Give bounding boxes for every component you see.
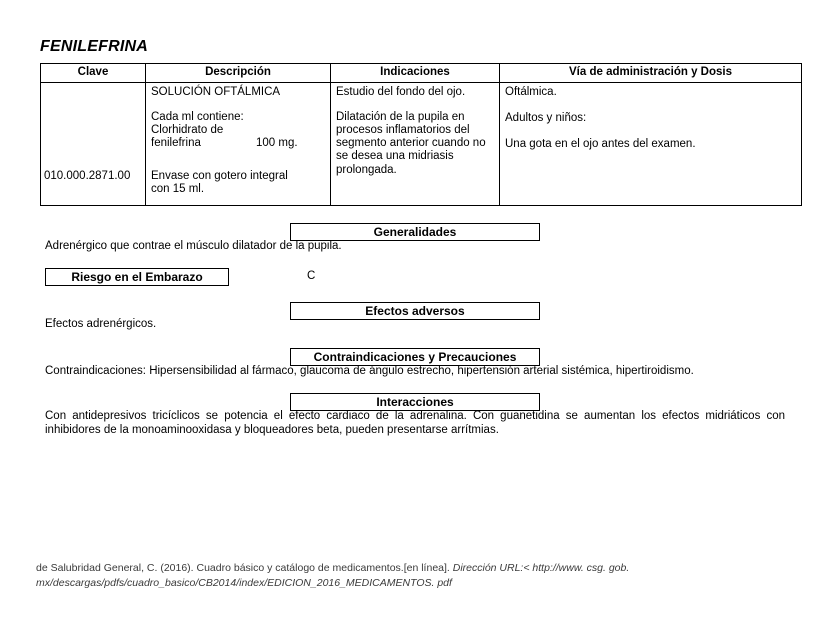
ingredient-amount: 100 mg. xyxy=(256,137,298,150)
section-header-contraindicaciones: Contraindicaciones y Precauciones xyxy=(290,348,540,366)
cell-descripcion xyxy=(146,82,331,205)
table-header-row xyxy=(41,64,802,83)
column-header-clave: Clave xyxy=(41,64,146,83)
citation-italic-part: Dirección URL:< http://www. csg. gob. mx/descargas/pdfs/cuadro_basico/CB2014/index/EDICION_2016_MEDICAMENTOS. pdf xyxy=(36,562,630,589)
column-header-descripcion: Descripción xyxy=(146,64,331,83)
via-population: Adultos y niños: xyxy=(505,111,587,124)
section-header-riesgo-embarazo: Riesgo en el Embarazo xyxy=(45,268,229,286)
page-title: FENILEFRINA xyxy=(40,38,148,55)
cell-clave xyxy=(41,82,146,205)
riesgo-embarazo-value: C xyxy=(307,270,316,282)
section-text-generalidades: Adrenérgico que contrae el músculo dilatador de la pupila. xyxy=(45,240,342,252)
section-header-efectos-adversos: Efectos adversos xyxy=(290,302,540,320)
descripcion-packaging xyxy=(151,170,288,196)
section-header-generalidades: Generalidades xyxy=(290,223,540,241)
table-row xyxy=(41,82,802,205)
via-dose: Una gota en el ojo antes del examen. xyxy=(505,138,696,151)
ingredient-name: fenilefrina xyxy=(151,137,201,150)
section-text-contraindicaciones: Contraindicaciones: Hipersensibilidad al fármaco, glaucoma de ángulo estrecho, hipertensión arterial sistémica, hipertiroidismo. xyxy=(45,365,694,377)
indicaciones-para-1: Estudio del fondo del ojo. xyxy=(336,85,466,98)
section-text-efectos-adversos: Efectos adrenérgicos. xyxy=(45,318,157,330)
column-header-via-administracion: Vía de administración y Dosis xyxy=(500,64,802,83)
cell-indicaciones xyxy=(331,82,500,205)
indicaciones-para-2: Dilatación de la pupila en procesos inflamatorios del segmento anterior cuando no se desea una midriasis prolongada. xyxy=(336,110,486,176)
packaging-line2: con 15 ml. xyxy=(151,183,205,196)
via-route: Oftálmica. xyxy=(505,85,557,98)
descripcion-contains-label: Cada ml contiene: xyxy=(151,110,244,123)
cell-via-administracion xyxy=(500,82,802,205)
footer-citation xyxy=(36,561,636,591)
packaging-line1: Envase con gotero integral xyxy=(151,170,288,183)
section-header-interacciones: Interacciones xyxy=(290,393,540,411)
column-header-indicaciones: Indicaciones xyxy=(331,64,500,83)
section-text-interacciones: Con antidepresivos tricíclicos se potencia el efecto cardiaco de la adrenalina. Con guanetidina se aumentan los efectos midriáticos con inhibidores de la monoaminooxidasa y bloqueadores beta, pueden presentarse arrítmias. xyxy=(45,410,785,436)
descripcion-ingredient-line1: Clorhidrato de xyxy=(151,124,224,137)
descripcion-ingredient-line2 xyxy=(151,137,326,150)
descripcion-form: SOLUCIÓN OFTÁLMICA xyxy=(151,85,281,98)
citation-plain-part: de Salubridad General, C. (2016). Cuadro básico y catálogo de medicamentos.[en línea]. xyxy=(36,562,453,574)
medication-table xyxy=(40,63,802,206)
clave-value: 010.000.2871.00 xyxy=(44,170,131,183)
